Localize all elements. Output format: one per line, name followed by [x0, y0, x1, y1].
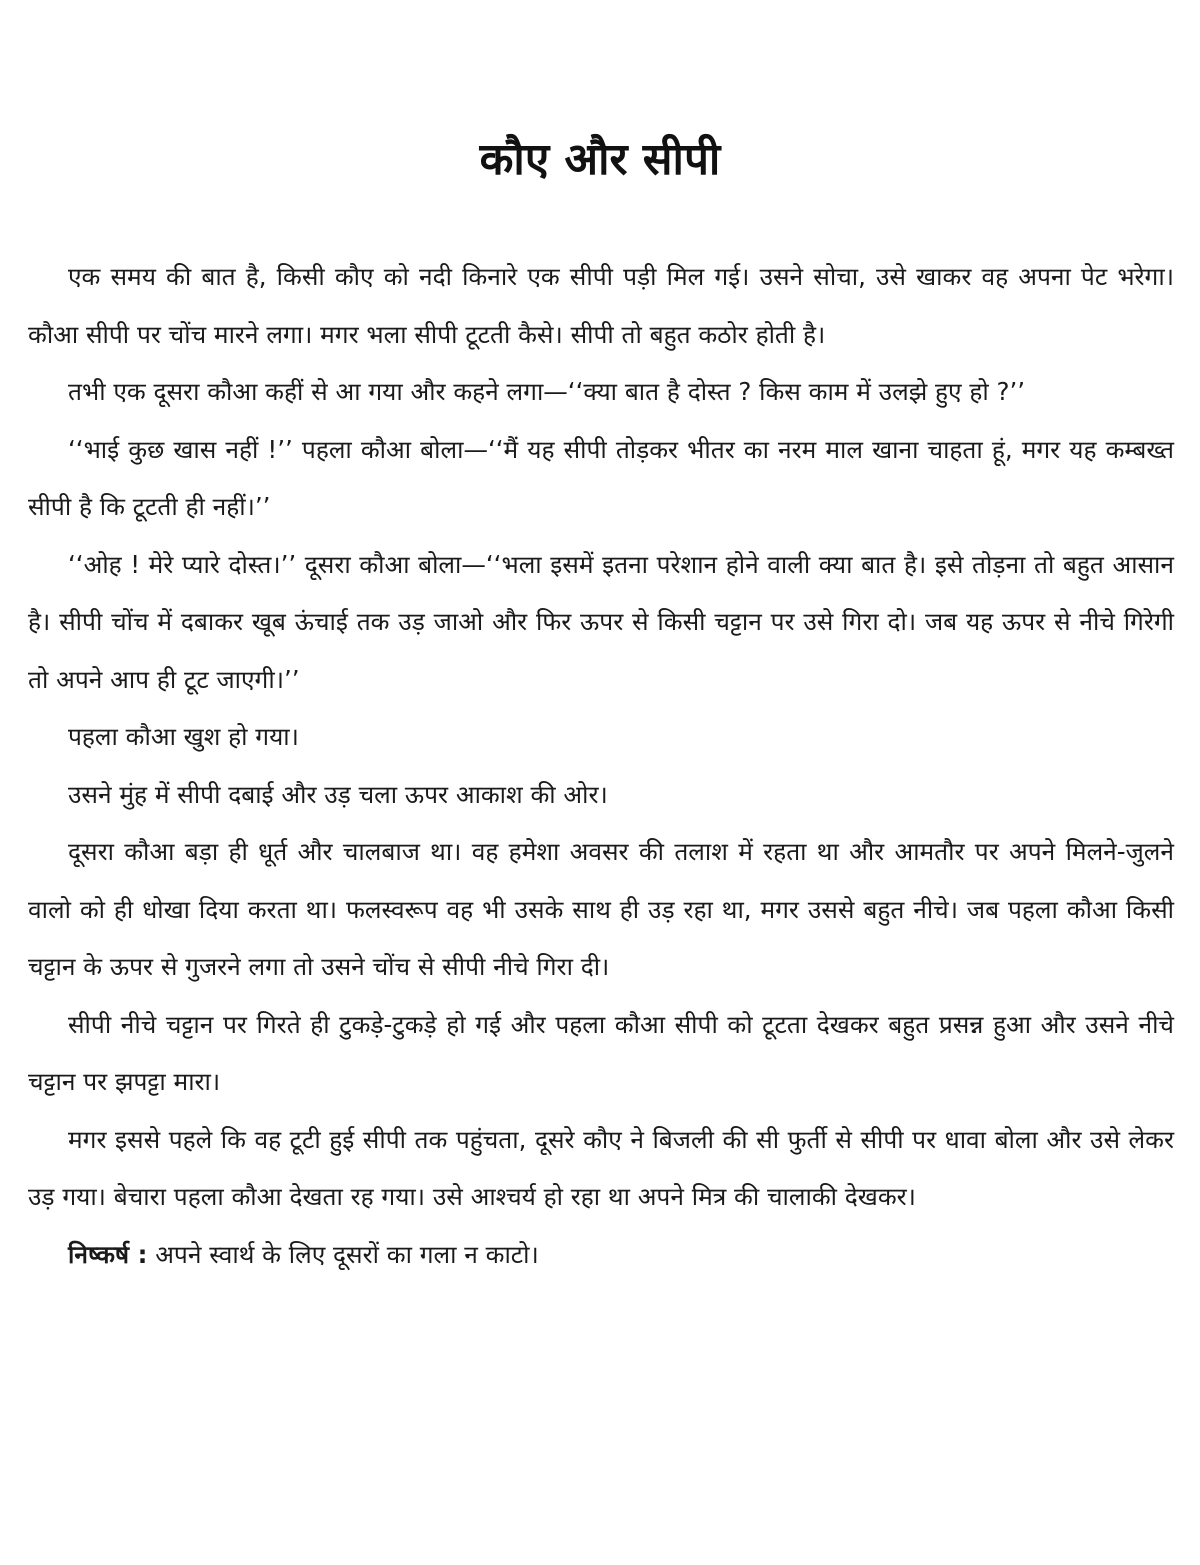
paragraph-8: सीपी नीचे चट्टान पर गिरते ही टुकड़े-टुकड़े हो गई और पहला कौआ सीपी को टूटता देखकर बहुत प्रसन्न हुआ और उसने नीचे चट्टान पर झपट्टा मारा। [28, 1009, 1174, 1096]
moral-text: अपने स्वार्थ के लिए दूसरों का गला न काटो। [147, 1239, 539, 1269]
paragraph-5: पहला कौआ खुश हो गया। [68, 722, 299, 751]
moral-paragraph [28, 1226, 1174, 1284]
story-title: कौए और सीपी [479, 134, 721, 185]
paragraph-3: ‘‘भाई कुछ खास नहीं !’’ पहला कौआ बोला—‘‘मैं यह सीपी तोड़कर भीतर का नरम माल खाना चाहता हूं, मगर यह कम्बख्त सीपी है कि टूटती ही नहीं।’’ [28, 434, 1174, 521]
paragraph-1: एक समय की बात है, किसी कौए को नदी किनारे एक सीपी पड़ी मिल गई। उसने सोचा, उसे खाकर वह अपना पेट भरेगा। कौआ सीपी पर चोंच मारने लगा। मगर भला सीपी टूटती कैसे। सीपी तो बहुत कठोर होती है। [28, 262, 1174, 349]
paragraph-6: उसने मुंह में सीपी दबाई और उड़ चला ऊपर आकाश की ओर। [68, 779, 608, 809]
paragraph-9: मगर इससे पहले कि वह टूटी हुई सीपी तक पहुंचता, दूसरे कौए ने बिजली की सी फुर्ती से सीपी पर धावा बोला और उसे लेकर उड़ गया। बेचारा पहला कौआ देखता रह गया। उसे आश्चर्य हो रहा था अपने मित्र की चालाकी देखकर। [28, 1124, 1174, 1211]
paragraph-7: दूसरा कौआ बड़ा ही धूर्त और चालबाज था। वह हमेशा अवसर की तलाश में रहता था और आमतौर पर अपने मिलने-जुलने वालो को ही धोखा दिया करता था। फलस्वरूप वह भी उसके साथ ही उड़ रहा था, मगर उससे बहुत नीचे। जब पहला कौआ किसी चट्टान के ऊपर से गुजरने लगा तो उसने चोंच से सीपी नीचे गिरा दी। [28, 837, 1174, 981]
paragraph-4: ‘‘ओह ! मेरे प्यारे दोस्त।’’ दूसरा कौआ बोला—‘‘भला इसमें इतना परेशान होने वाली क्या बात है। इसे तोड़ना तो बहुत आसान है। सीपी चोंच में दबाकर खूब ऊंचाई तक उड़ जाओ और फिर ऊपर से किसी चट्टान पर उसे गिरा दो। जब यह ऊपर से नीचे गिरेगी तो अपने आप ही टूट जाएगी।’’ [28, 549, 1174, 694]
story-body [28, 248, 1174, 1283]
moral-label: निष्कर्ष : [68, 1239, 148, 1269]
paragraph-2: तभी एक दूसरा कौआ कहीं से आ गया और कहने लगा—‘‘क्या बात है दोस्त ? किस काम में उलझे हुए हो ?’’ [68, 377, 1026, 406]
